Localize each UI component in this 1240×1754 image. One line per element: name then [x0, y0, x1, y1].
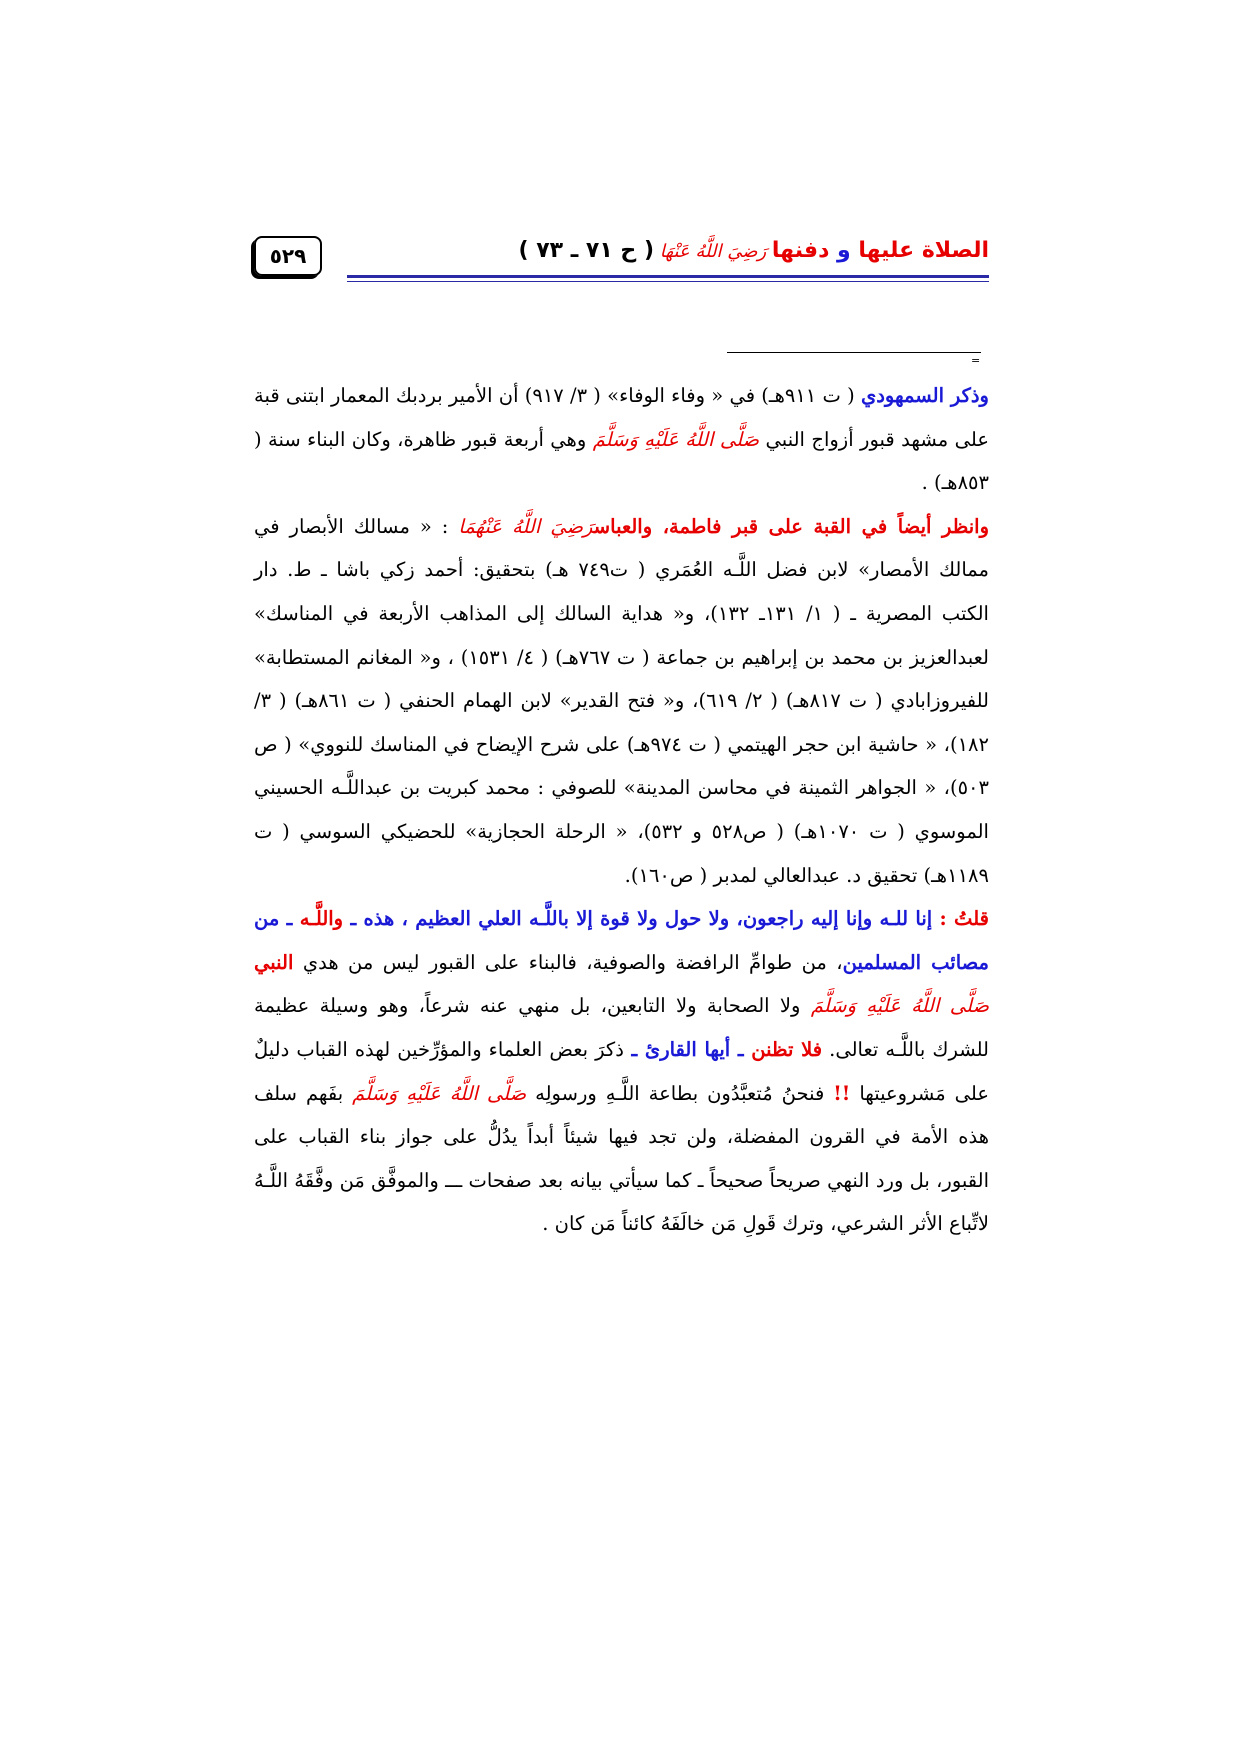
p3-pbuh1: صَلَّى اللَّهُ عَلَيْهِ وَسَلَّمَ [810, 994, 990, 1018]
page-number: ٥٢٩ [254, 236, 322, 276]
paragraph-3 [254, 897, 989, 1246]
p1-text2: وهي أربعة قبور ظاهرة، وكان البناء سنة ( ٨٥٣هـ) . [254, 427, 989, 495]
p3-blue2: ـ من مصائب المسلمين [254, 907, 989, 974]
header-rule [347, 275, 989, 278]
p3-blue1: إنا للـه وإنا إليه راجعون، ولا حول ولا قوة إلا باللَّـه العلي العظيم ، هذه ـ [343, 907, 940, 931]
p3-text4: فنحنُ مُتعبَّدُون بطاعة اللَّـهِ ورسولِه [526, 1081, 834, 1105]
p3-nabi: النبي [254, 950, 294, 974]
p3-red2: فلا تظنن [751, 1037, 823, 1061]
header-title-part2: و [829, 238, 859, 263]
p3-red1: واللَّـه [299, 907, 344, 931]
p2-lead: وانظر أيضاً في القبة على قبر فاطمة، والعباس [593, 514, 989, 538]
p3-excl: !! [833, 1081, 851, 1105]
p3-text5: بفَهم سلف هذه الأمة في القرون المفضلة، ولن تجد فيها شيئاً أبداً يدُلُّ على جواز بناء القباب على القبور، بل ورد النهي صريحاً صحيحاً ـ كما سيأتي بيانه بعد صفحات ـــ والموفَّق مَن وفَّقَهُ اللَّـهُ لاتِّباع الأثر الشرعي، وترك قَولِ مَن خالَفَهُ كائناً مَن كان . [254, 1081, 989, 1236]
p3-pbuh2: صَلَّى اللَّهُ عَلَيْهِ وَسَلَّمَ [352, 1081, 527, 1105]
p1-pbuh: صَلَّى اللَّهُ عَلَيْهِ وَسَلَّمَ [592, 427, 760, 451]
paragraph-2 [254, 505, 989, 897]
p3-qultu: قلتُ : [939, 907, 989, 931]
header-rule-thin [347, 281, 989, 282]
footnote-body [254, 374, 989, 1246]
footnote-continuation-mark: = [971, 354, 981, 367]
paragraph-1 [254, 374, 989, 505]
header-honorific: رَضِيَ اللَّهُ عَنْهَا [654, 241, 772, 262]
p2-text: : « مسالك الأبصار في ممالك الأمصار» لابن فضل اللَّـه العُمَري ( ت٧٤٩ هـ) بتحقيق: أحمد زكي باشا ـ ط. دار الكتب المصرية ـ ( ١/ ١٣١ـ ١٣٢)، و« هداية السالك إلى المذاهب الأربعة في المناسك» لعبدالعزيز بن محمد بن إبراهيم بن جماعة ( ت ٧٦٧هـ) ( ٤/ ١٥٣١) ، و« المغانم المستطابة» للفيروزابادي ( ت ٨١٧هـ) ( ٢/ ٦١٩)، و« فتح القدير» لابن الهمام الحنفي ( ت ٨٦١هـ) ( ٣/ ١٨٢)، « حاشية ابن حجر الهيتمي ( ت ٩٧٤هـ) على شرح الإيضاح في المناسك للنووي» ( ص ٥٠٣)، « الجواهر الثمينة في محاسن المدينة» للصوفي : محمد كبريت بن عبداللَّـه الحسيني الموسوي ( ت ١٠٧٠هـ) ( ص٥٢٨ و ٥٣٢)، « الرحلة الحجازية» للحضيكي السوسي ( ت ١١٨٩هـ) تحقيق د. عبدالعالي لمدبر ( ص١٦٠). [254, 514, 989, 887]
p3-text2: ولا الصحابة ولا التابعين، بل منهي عنه شرعاً، وهو وسيلة عظيمة للشرك باللَّـه تعالى. [254, 994, 989, 1061]
p2-ra: رَضِيَ اللَّهُ عَنْهُمَا [458, 514, 594, 538]
running-header [254, 236, 989, 284]
header-title [518, 238, 989, 263]
p1-name: وذكر السمهودي [860, 384, 989, 407]
p1-text1: ( ت ٩١١هـ) في « وفاء الوفاء» ( ٣/ ٩١٧) أن الأمير بردبك المعمار ابتنى قبة على مشهد قبور أزواج النبي [254, 384, 989, 451]
header-title-part1: الصلاة عليها [858, 238, 989, 263]
footnote-separator [727, 352, 981, 353]
p3-text1: ، من طوامِّ الرافضة والصوفية، فالبناء على القبور ليس من هدي [293, 950, 843, 974]
header-title-part3: دفنها [771, 238, 830, 263]
p3-blue3: ـ أيها القارئ ـ [623, 1037, 752, 1061]
p3-text3: ذكرَ بعض العلماء والمؤرِّخين لهذه القباب دليلٌ على مَشروعيتها [254, 1037, 989, 1105]
header-ref: ( ح ٧١ ـ ٧٣ ) [518, 238, 654, 263]
